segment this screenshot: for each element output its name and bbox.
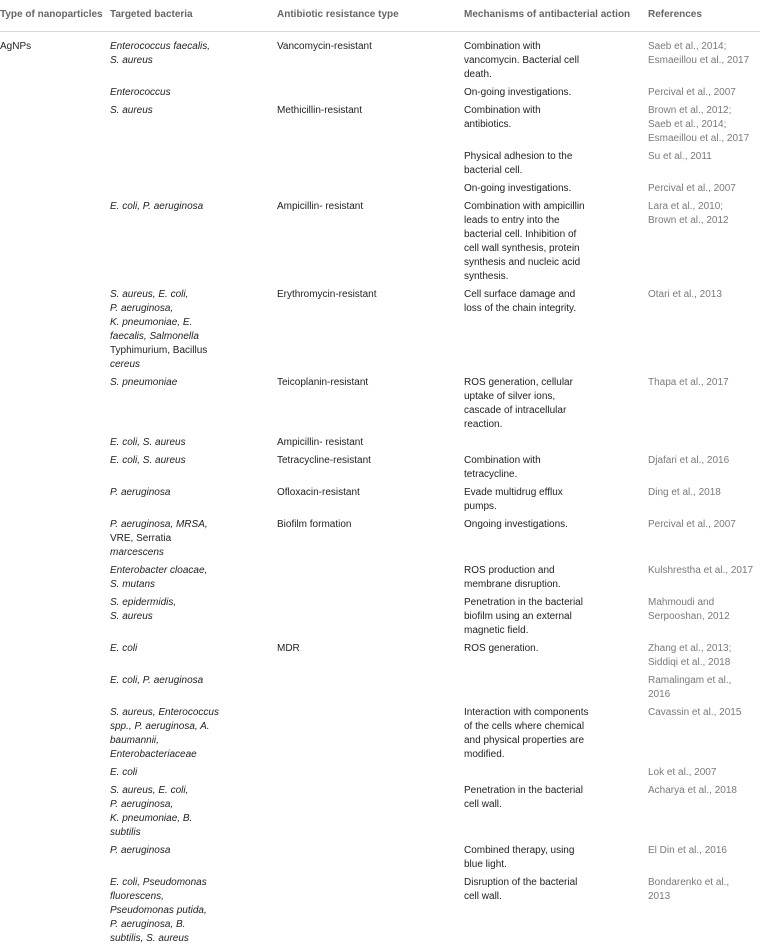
table-row xyxy=(0,102,760,148)
mechanism-line: cell wall synthesis, protein xyxy=(464,243,580,254)
bacteria-line: P. aeruginosa, B. xyxy=(110,919,185,930)
bacteria-line: P. aeruginosa, MRSA, xyxy=(110,519,208,530)
cell-bacteria xyxy=(110,672,277,704)
cell-bacteria xyxy=(110,562,277,594)
cell-mechanism xyxy=(464,672,648,704)
cell-bacteria xyxy=(110,148,277,180)
cell-bacteria xyxy=(110,516,277,562)
reference-line: Mahmoudi and xyxy=(648,597,714,608)
cell-resistance: Erythromycin-resistant xyxy=(277,286,464,374)
cell-type xyxy=(0,286,110,374)
mechanism-line: Combination with xyxy=(464,455,541,466)
bacteria-line: E. coli, Pseudomonas xyxy=(110,877,207,888)
bacteria-line: cereus xyxy=(110,359,140,370)
bacteria-line: E. coli, P. aeruginosa xyxy=(110,201,203,212)
mechanism-line: cascade of intracellular xyxy=(464,405,566,416)
cell-resistance: Methicillin-resistant xyxy=(277,102,464,148)
cell-references xyxy=(648,84,760,102)
cell-references xyxy=(648,594,760,640)
bacteria-line: K. pneumoniae, E. xyxy=(110,317,192,328)
bacteria-line: S. aureus, E. coli, xyxy=(110,289,188,300)
mechanism-line: tetracycline. xyxy=(464,469,517,480)
table-row xyxy=(0,32,760,85)
table-row xyxy=(0,484,760,516)
cell-resistance: Ampicillin- resistant xyxy=(277,434,464,452)
reference-line: Bondarenko et al., xyxy=(648,877,729,888)
cell-type xyxy=(0,640,110,672)
bacteria-line: E. coli, P. aeruginosa xyxy=(110,675,203,686)
cell-resistance: Ampicillin- resistant xyxy=(277,198,464,286)
cell-resistance: Ofloxacin-resistant xyxy=(277,484,464,516)
bacteria-line: VRE, Serratia xyxy=(110,533,171,544)
header-type: Type of nanoparticles xyxy=(0,0,110,32)
cell-mechanism xyxy=(464,764,648,782)
mechanism-line: Cell surface damage and xyxy=(464,289,575,300)
mechanism-line: cell wall. xyxy=(464,799,502,810)
reference-line: Acharya et al., 2018 xyxy=(648,785,737,796)
cell-mechanism xyxy=(464,286,648,374)
cell-mechanism xyxy=(464,32,648,85)
mechanism-line: ROS production and xyxy=(464,565,555,576)
cell-references xyxy=(648,704,760,764)
cell-bacteria xyxy=(110,286,277,374)
mechanism-line: vancomycin. Bacterial cell xyxy=(464,55,579,66)
bacteria-line: subtilis, S. aureus xyxy=(110,933,189,944)
reference-line: Ding et al., 2018 xyxy=(648,487,721,498)
mechanism-line: Combination with xyxy=(464,41,541,52)
cell-type xyxy=(0,562,110,594)
mechanism-line: Penetration in the bacterial xyxy=(464,597,583,608)
cell-type xyxy=(0,764,110,782)
reference-line: Kulshrestha et al., 2017 xyxy=(648,565,753,576)
mechanism-line: blue light. xyxy=(464,859,507,870)
reference-line: Percival et al., 2007 xyxy=(648,183,736,194)
cell-bacteria xyxy=(110,180,277,198)
bacteria-line: S. pneumoniae xyxy=(110,377,177,388)
bacteria-line: S. aureus xyxy=(110,55,153,66)
cell-bacteria xyxy=(110,704,277,764)
mechanism-line: magnetic field. xyxy=(464,625,528,636)
reference-line: 2013 xyxy=(648,891,670,902)
mechanism-line: Interaction with components xyxy=(464,707,589,718)
reference-line: Serpooshan, 2012 xyxy=(648,611,730,622)
cell-type xyxy=(0,102,110,148)
bacteria-line: S. aureus xyxy=(110,105,153,116)
cell-references xyxy=(648,764,760,782)
cell-bacteria xyxy=(110,102,277,148)
reference-line: Esmaeillou et al., 2017 xyxy=(648,133,749,144)
table-header-row xyxy=(0,0,760,32)
mechanism-line: membrane disruption. xyxy=(464,579,561,590)
mechanism-line: and physical properties are xyxy=(464,735,584,746)
reference-line: Su et al., 2011 xyxy=(648,151,712,162)
bacteria-line: Enterococcus xyxy=(110,87,171,98)
cell-mechanism xyxy=(464,484,648,516)
reference-line: Lara et al., 2010; xyxy=(648,201,723,212)
bacteria-line: Typhimurium, Bacillus xyxy=(110,345,207,356)
bacteria-line: S. mutans xyxy=(110,579,155,590)
cell-mechanism xyxy=(464,102,648,148)
mechanism-line: bacterial cell. Inhibition of xyxy=(464,229,576,240)
cell-references xyxy=(648,286,760,374)
reference-line: Ramalingam et al., xyxy=(648,675,731,686)
reference-line: Lok et al., 2007 xyxy=(648,767,716,778)
cell-references xyxy=(648,640,760,672)
reference-line: Esmaeillou et al., 2017 xyxy=(648,55,749,66)
mechanism-line: Combined therapy, using xyxy=(464,845,574,856)
bacteria-line: Enterococcus faecalis, xyxy=(110,41,210,52)
cell-references xyxy=(648,842,760,874)
reference-line: Otari et al., 2013 xyxy=(648,289,722,300)
reference-line: Saeb et al., 2014; xyxy=(648,119,726,130)
reference-line: Zhang et al., 2013; xyxy=(648,643,731,654)
table-row xyxy=(0,640,760,672)
mechanism-line: loss of the chain integrity. xyxy=(464,303,576,314)
cell-references xyxy=(648,148,760,180)
mechanism-line: Combination with xyxy=(464,105,541,116)
cell-mechanism xyxy=(464,562,648,594)
table-row xyxy=(0,594,760,640)
bacteria-line: S. epidermidis, xyxy=(110,597,176,608)
table-body xyxy=(0,32,760,948)
mechanism-line: antibiotics. xyxy=(464,119,511,130)
cell-references xyxy=(648,782,760,842)
cell-resistance: Biofilm formation xyxy=(277,516,464,562)
table-row xyxy=(0,434,760,452)
cell-resistance xyxy=(277,594,464,640)
mechanism-line: Ongoing investigations. xyxy=(464,519,568,530)
cell-type xyxy=(0,704,110,764)
mechanism-line: ROS generation, cellular xyxy=(464,377,573,388)
mechanism-line: biofilm using an external xyxy=(464,611,572,622)
cell-references xyxy=(648,32,760,85)
bacteria-line: Pseudomonas putida, xyxy=(110,905,207,916)
bacteria-line: fluorescens, xyxy=(110,891,164,902)
bacteria-line: S. aureus, E. coli, xyxy=(110,785,188,796)
cell-mechanism xyxy=(464,594,648,640)
cell-type xyxy=(0,84,110,102)
reference-line: Saeb et al., 2014; xyxy=(648,41,726,52)
cell-bacteria xyxy=(110,32,277,85)
cell-mechanism xyxy=(464,842,648,874)
cell-mechanism xyxy=(464,704,648,764)
table-row xyxy=(0,516,760,562)
cell-references xyxy=(648,102,760,148)
mechanism-line: reaction. xyxy=(464,419,502,430)
table-row xyxy=(0,764,760,782)
cell-references xyxy=(648,198,760,286)
cell-resistance: Teicoplanin-resistant xyxy=(277,374,464,434)
cell-type xyxy=(0,516,110,562)
cell-bacteria xyxy=(110,594,277,640)
reference-line: Brown et al., 2012 xyxy=(648,215,729,226)
bacteria-line: S. aureus, Enterococcus xyxy=(110,707,219,718)
cell-bacteria xyxy=(110,434,277,452)
cell-references xyxy=(648,516,760,562)
table-row xyxy=(0,562,760,594)
cell-type xyxy=(0,148,110,180)
bacteria-line: K. pneumoniae, B. xyxy=(110,813,192,824)
table-row xyxy=(0,84,760,102)
cell-references xyxy=(648,434,760,452)
bacteria-line: S. aureus xyxy=(110,611,153,622)
bacteria-line: subtilis xyxy=(110,827,141,838)
mechanism-line: bacterial cell. xyxy=(464,165,522,176)
cell-mechanism xyxy=(464,84,648,102)
header-references: References xyxy=(648,0,760,32)
cell-mechanism xyxy=(464,640,648,672)
cell-resistance xyxy=(277,704,464,764)
mechanism-line: Combination with ampicillin xyxy=(464,201,585,212)
reference-line: Siddiqi et al., 2018 xyxy=(648,657,730,668)
header-mechanism: Mechanisms of antibacterial action xyxy=(464,0,648,32)
mechanism-line: cell wall. xyxy=(464,891,502,902)
reference-line: Percival et al., 2007 xyxy=(648,519,736,530)
cell-resistance xyxy=(277,874,464,948)
table-row xyxy=(0,704,760,764)
cell-resistance xyxy=(277,782,464,842)
mechanism-line: uptake of silver ions, xyxy=(464,391,555,402)
cell-mechanism xyxy=(464,874,648,948)
reference-line: Djafari et al., 2016 xyxy=(648,455,729,466)
cell-mechanism xyxy=(464,782,648,842)
cell-mechanism xyxy=(464,198,648,286)
mechanism-line: On-going investigations. xyxy=(464,87,571,98)
cell-bacteria xyxy=(110,874,277,948)
bacteria-line: E. coli, S. aureus xyxy=(110,437,186,448)
cell-type xyxy=(0,180,110,198)
cell-resistance: Tetracycline-resistant xyxy=(277,452,464,484)
cell-type xyxy=(0,842,110,874)
bacteria-line: P. aeruginosa, xyxy=(110,303,173,314)
cell-bacteria xyxy=(110,484,277,516)
cell-bacteria xyxy=(110,764,277,782)
cell-references xyxy=(648,180,760,198)
bacteria-line: baumannii, xyxy=(110,735,159,746)
cell-bacteria xyxy=(110,842,277,874)
reference-line: Brown et al., 2012; xyxy=(648,105,731,116)
cell-references xyxy=(648,874,760,948)
cell-references xyxy=(648,374,760,434)
reference-line: Thapa et al., 2017 xyxy=(648,377,729,388)
table-row xyxy=(0,180,760,198)
header-resistance: Antibiotic resistance type xyxy=(277,0,464,32)
table-row xyxy=(0,374,760,434)
table-row xyxy=(0,842,760,874)
mechanism-line: modified. xyxy=(464,749,505,760)
reference-line: 2016 xyxy=(648,689,670,700)
header-bacteria: Targeted bacteria xyxy=(110,0,277,32)
cell-resistance xyxy=(277,180,464,198)
cell-type xyxy=(0,434,110,452)
reference-line: Cavassin et al., 2015 xyxy=(648,707,741,718)
table-row xyxy=(0,672,760,704)
mechanism-line: pumps. xyxy=(464,501,497,512)
cell-bacteria xyxy=(110,782,277,842)
cell-bacteria xyxy=(110,452,277,484)
cell-bacteria xyxy=(110,374,277,434)
cell-resistance xyxy=(277,84,464,102)
table-row xyxy=(0,148,760,180)
cell-references xyxy=(648,484,760,516)
bacteria-line: faecalis, Salmonella xyxy=(110,331,199,342)
table-row xyxy=(0,452,760,484)
cell-resistance xyxy=(277,562,464,594)
cell-type xyxy=(0,782,110,842)
cell-type xyxy=(0,874,110,948)
table-row xyxy=(0,782,760,842)
cell-resistance xyxy=(277,148,464,180)
bacteria-line: spp., P. aeruginosa, A. xyxy=(110,721,210,732)
cell-resistance xyxy=(277,672,464,704)
cell-bacteria xyxy=(110,640,277,672)
cell-mechanism xyxy=(464,434,648,452)
cell-type xyxy=(0,374,110,434)
mechanism-line: leads to entry into the xyxy=(464,215,560,226)
cell-mechanism xyxy=(464,516,648,562)
bacteria-line: P. aeruginosa xyxy=(110,487,170,498)
cell-resistance: MDR xyxy=(277,640,464,672)
mechanism-line: synthesis and nucleic acid xyxy=(464,257,580,268)
bacteria-line: E. coli xyxy=(110,643,137,654)
cell-type xyxy=(0,452,110,484)
bacteria-line: P. aeruginosa, xyxy=(110,799,173,810)
mechanism-line: of the cells where chemical xyxy=(464,721,584,732)
cell-type: AgNPs xyxy=(0,32,110,85)
cell-mechanism xyxy=(464,148,648,180)
mechanism-line: On-going investigations. xyxy=(464,183,571,194)
bacteria-line: Enterobacter cloacae, xyxy=(110,565,207,576)
mechanism-line: Physical adhesion to the xyxy=(464,151,572,162)
mechanism-line: death. xyxy=(464,69,492,80)
bacteria-line: marcescens xyxy=(110,547,164,558)
table-row xyxy=(0,286,760,374)
cell-references xyxy=(648,452,760,484)
cell-references xyxy=(648,672,760,704)
table-row xyxy=(0,198,760,286)
cell-type xyxy=(0,198,110,286)
cell-type xyxy=(0,672,110,704)
mechanism-line: Penetration in the bacterial xyxy=(464,785,583,796)
cell-type xyxy=(0,484,110,516)
cell-type xyxy=(0,594,110,640)
bacteria-line: E. coli, S. aureus xyxy=(110,455,186,466)
table-row xyxy=(0,874,760,948)
bacteria-line: Enterobacteriaceae xyxy=(110,749,197,760)
cell-references xyxy=(648,562,760,594)
cell-resistance: Vancomycin-resistant xyxy=(277,32,464,85)
mechanism-line: ROS generation. xyxy=(464,643,539,654)
cell-mechanism xyxy=(464,374,648,434)
mechanism-line: Disruption of the bacterial xyxy=(464,877,577,888)
cell-mechanism xyxy=(464,452,648,484)
reference-line: El Din et al., 2016 xyxy=(648,845,727,856)
cell-mechanism xyxy=(464,180,648,198)
cell-resistance xyxy=(277,764,464,782)
mechanism-line: Evade multidrug efflux xyxy=(464,487,563,498)
bacteria-line: E. coli xyxy=(110,767,137,778)
cell-bacteria xyxy=(110,198,277,286)
cell-resistance xyxy=(277,842,464,874)
mechanism-line: synthesis. xyxy=(464,271,508,282)
cell-bacteria xyxy=(110,84,277,102)
reference-line: Percival et al., 2007 xyxy=(648,87,736,98)
bacteria-line: P. aeruginosa xyxy=(110,845,170,856)
